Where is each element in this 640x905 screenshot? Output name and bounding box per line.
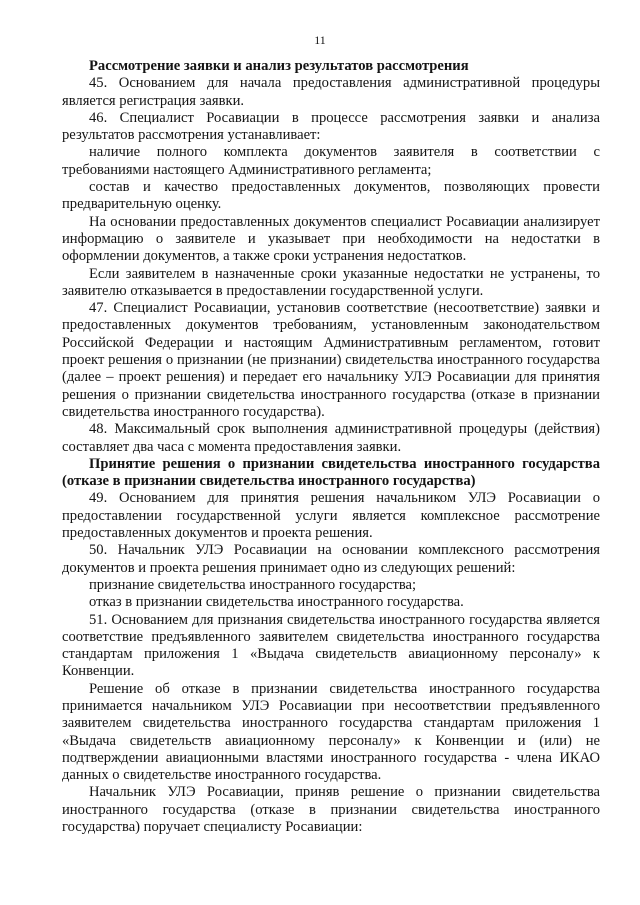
paragraph-51-instruction: Начальник УЛЭ Росавиации, приняв решение о признании свидетельства иностранного государства (отказе в признании свидетельства иностранного государства) поручает специалисту Росавиации: (62, 784, 600, 836)
paragraph-50-item-refusal: отказ в признании свидетельства иностранного государства. (89, 594, 464, 611)
paragraph-48: 48. Максимальный срок выполнения административной процедуры (действия) составляет два часа с момента предоставления заявки. (62, 421, 600, 455)
document-body (62, 58, 600, 836)
paragraph-51-refusal-decision: Решение об отказе в признании свидетельства иностранного государства принимается начальником УЛЭ Росавиации при несоответствии предъявленного заявителем свидетельства иностранного государства стандартам приложения 1 «Выдача свидетельств авиационному персоналу» к Конвенции и (или) не подтверждении авиационными властями иностранного государства - члена ИКАО данных о свидетельстве иностранного государства. (62, 680, 600, 784)
paragraph-46-item-composition: состав и качество предоставленных документов, позволяющих провести предварительную оценку. (62, 179, 600, 213)
paragraph-45: 45. Основанием для начала предоставления административной процедуры является регистрация заявки. (62, 75, 600, 109)
paragraph-50: 50. Начальник УЛЭ Росавиации на основании комплексного рассмотрения документов и проекта решения принимает одно из следующих решений: (62, 542, 600, 576)
paragraph-46-item-completeness: наличие полного комплекта документов заявителя в соответствии с требованиями настоящего Административного регламента; (62, 144, 600, 178)
paragraph-46-analysis: На основании предоставленных документов специалист Росавиации анализирует информацию о заявителе и указывает при необходимости на недостатки в оформлении документов, а также сроки устранения недостатков. (62, 213, 600, 265)
page-number: 11 (314, 33, 326, 47)
paragraph-50-item-recognition: признание свидетельства иностранного государства; (89, 576, 417, 593)
paragraph-47: 47. Специалист Росавиации, установив соответствие (несоответствие) заявки и предоставленных документов требованиям, установленным законодательством Российской Федерации и настоящим Административным регламентом, готовит проект решения о признании (не признании) свидетельства иностранного государства (далее – проект решения) и передает его начальнику УЛЭ Росавиации для принятия решения о признании свидетельства иностранного государства (отказе в признании свидетельства иностранного государства). (62, 300, 600, 420)
paragraph-49: 49. Основанием для принятия решения начальником УЛЭ Росавиации о предоставлении государственной услуги является комплексное рассмотрение предоставленных документов и проекта решения. (62, 490, 600, 542)
paragraph-46-refusal: Если заявителем в назначенные сроки указанные недостатки не устранены, то заявителю отказывается в предоставлении государственной услуги. (62, 265, 600, 299)
paragraph-46: 46. Специалист Росавиации в процессе рассмотрения заявки и анализа результатов рассмотрения устанавливает: (62, 109, 600, 144)
paragraph-51: 51. Основанием для признания свидетельства иностранного государства является соответствие предъявленного заявителем свидетельства иностранного государства стандартам приложения 1 «Выдача свидетельств авиационному персоналу» к Конвенции. (62, 611, 600, 680)
section-heading-decision: Принятие решения о признании свидетельства иностранного государства (отказе в признании свидетельства иностранного государства) (62, 455, 600, 490)
section-heading-review: Рассмотрение заявки и анализ результатов рассмотрения (89, 58, 469, 74)
